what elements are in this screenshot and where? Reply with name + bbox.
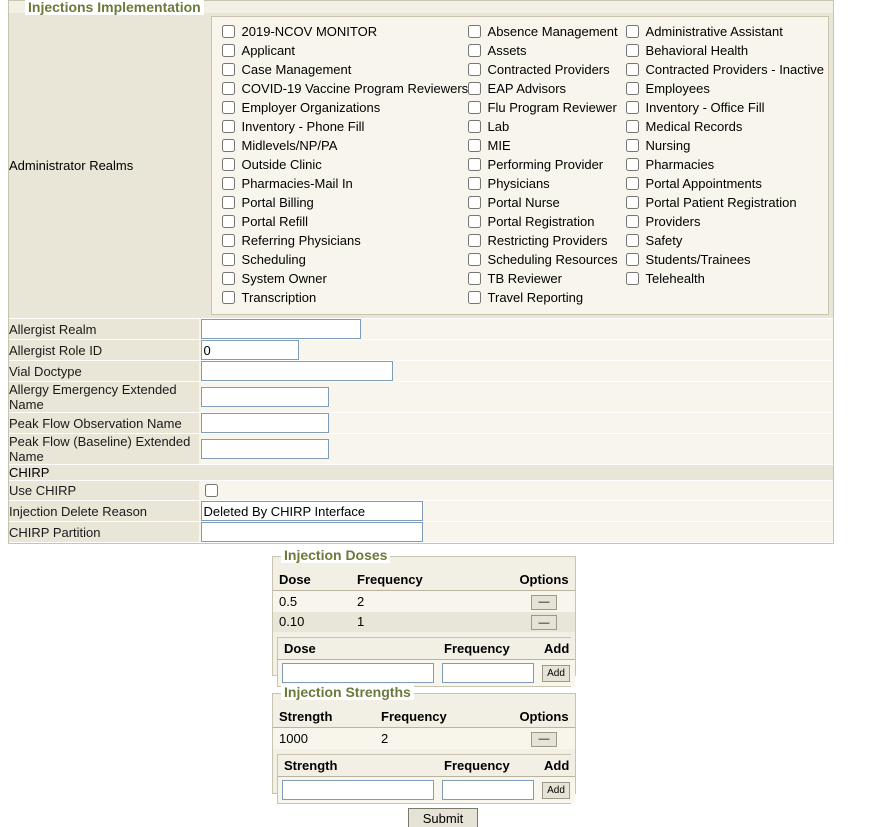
allergist-role-id-label: Allergist Role ID <box>9 340 199 361</box>
injection-delete-reason-label: Injection Delete Reason <box>9 501 199 522</box>
injection-strengths-add-table <box>278 755 575 803</box>
realm-label: Portal Refill <box>241 214 308 229</box>
use-chirp-cell <box>199 481 833 501</box>
peak-flow-baseline-extended-name-input[interactable] <box>201 439 329 459</box>
injection-strengths-add-box <box>277 754 571 804</box>
allergy-emergency-extended-name-input[interactable] <box>201 387 329 407</box>
injection-doses-add-header-dose: Dose <box>278 638 438 660</box>
table-row <box>273 612 575 633</box>
chirp-section-spacer <box>199 465 833 481</box>
realm-checkbox-input[interactable] <box>222 253 235 266</box>
realm-checkbox-mie[interactable] <box>462 137 620 154</box>
peak-flow-observation-name-input[interactable] <box>201 413 329 433</box>
page-title: Injections Implementation <box>25 0 204 15</box>
realm-label: Telehealth <box>645 271 705 286</box>
administrator-realms-grid <box>216 23 824 306</box>
realm-checkbox-input[interactable] <box>222 234 235 247</box>
realm-checkbox-employees[interactable] <box>620 80 824 97</box>
realm-checkbox-input[interactable] <box>626 177 639 190</box>
realm-checkbox-pharmacies[interactable] <box>620 156 824 173</box>
injection-dose-option-button[interactable]: — <box>531 595 557 610</box>
chirp-section-label: CHIRP <box>9 465 199 481</box>
realm-label: Contracted Providers - Inactive <box>645 62 824 77</box>
realm-checkbox-input[interactable] <box>468 139 481 152</box>
injection-strengths-header-frequency: Frequency <box>375 706 513 728</box>
allergist-realm-cell <box>199 319 833 340</box>
allergy-emergency-extended-name-row <box>9 382 833 413</box>
peak-flow-baseline-extended-name-label: Peak Flow (Baseline) Extended Name <box>9 434 199 465</box>
realm-checkbox-input[interactable] <box>468 291 481 304</box>
vial-doctype-cell <box>199 361 833 382</box>
realm-checkbox-input[interactable] <box>468 272 481 285</box>
realm-label: Employer Organizations <box>241 100 381 115</box>
realm-checkbox-input[interactable] <box>468 234 481 247</box>
injection-strengths-add-strength-cell <box>278 776 438 803</box>
table-row <box>273 728 575 749</box>
vial-doctype-row <box>9 361 833 382</box>
realm-checkbox-covid-19-vaccine-program-reviewers[interactable] <box>216 80 469 97</box>
realm-checkbox-medical-records[interactable] <box>620 118 824 135</box>
realm-checkbox-employer-organizations[interactable] <box>216 99 462 116</box>
realm-checkbox-input[interactable] <box>468 82 481 95</box>
injection-doses-header-dose: Dose <box>273 569 351 591</box>
table-row <box>273 591 575 612</box>
realm-checkbox-input[interactable] <box>468 120 481 133</box>
realm-checkbox-2019-ncov-monitor[interactable] <box>216 23 462 40</box>
realm-checkbox-restricting-providers[interactable] <box>462 232 620 249</box>
injection-strengths-title: Injection Strengths <box>281 684 414 700</box>
injection-doses-header-frequency: Frequency <box>351 569 513 591</box>
injection-doses-panel <box>272 547 576 679</box>
injection-strengths-table <box>273 706 575 749</box>
realm-checkbox-portal-billing[interactable] <box>216 194 462 211</box>
realm-checkbox-lab[interactable] <box>462 118 620 135</box>
realm-checkbox-assets[interactable] <box>462 42 620 59</box>
allergy-emergency-extended-name-cell <box>199 382 833 413</box>
realm-checkbox-applicant[interactable] <box>216 42 462 59</box>
injection-doses-add-frequency-input[interactable] <box>442 663 534 683</box>
realm-checkbox-input[interactable] <box>468 196 481 209</box>
chirp-partition-row <box>9 522 833 543</box>
realm-checkbox-input[interactable] <box>222 291 235 304</box>
realm-checkbox-input[interactable] <box>626 44 639 57</box>
realm-label: Assets <box>487 43 527 58</box>
injection-strengths-panel <box>272 684 576 796</box>
implementation-form <box>9 13 833 543</box>
use-chirp-label: Use CHIRP <box>9 481 199 501</box>
realm-checkbox-contracted-providers[interactable] <box>462 61 620 78</box>
realm-checkbox-scheduling[interactable] <box>216 251 462 268</box>
realm-checkbox-performing-provider[interactable] <box>462 156 620 173</box>
injection-doses-add-button[interactable]: Add <box>542 665 570 682</box>
injection-dose-options-cell <box>513 591 575 612</box>
realm-label: Case Management <box>241 62 352 77</box>
realm-checkbox-input[interactable] <box>222 215 235 228</box>
realm-checkbox-input[interactable] <box>468 177 481 190</box>
realm-checkbox-input[interactable] <box>468 101 481 114</box>
realm-label: Travel Reporting <box>487 290 584 305</box>
realm-label: Behavioral Health <box>645 43 749 58</box>
injection-strengths-add-strength-input[interactable] <box>282 780 434 800</box>
administrator-realms-box <box>211 16 829 315</box>
injection-delete-reason-cell <box>199 501 833 522</box>
injections-implementation-panel <box>8 0 834 544</box>
chirp-partition-input[interactable] <box>201 522 423 542</box>
realm-checkbox-input[interactable] <box>626 120 639 133</box>
injection-strength-option-button[interactable]: — <box>531 732 557 747</box>
realm-label: Physicians <box>487 176 550 191</box>
realm-checkbox-input[interactable] <box>222 120 235 133</box>
injection-doses-header-row <box>273 569 575 591</box>
realm-label: Students/Trainees <box>645 252 751 267</box>
realm-checkbox-transcription[interactable] <box>216 289 462 306</box>
realm-label: Administrative Assistant <box>645 24 783 39</box>
injection-doses-table <box>273 569 575 632</box>
injection-delete-reason-row <box>9 501 833 522</box>
injection-strengths-add-header-strength: Strength <box>278 755 438 777</box>
realm-checkbox-nursing[interactable] <box>620 137 824 154</box>
chirp-partition-label: CHIRP Partition <box>9 522 199 543</box>
realm-checkbox-physicians[interactable] <box>462 175 620 192</box>
injection-doses-add-dose-input[interactable] <box>282 663 434 683</box>
realm-label: Lab <box>487 119 510 134</box>
allergist-role-id-input[interactable] <box>201 340 299 360</box>
realm-checkbox-input[interactable] <box>222 196 235 209</box>
realm-label: Contracted Providers <box>487 62 610 77</box>
realm-label: Portal Appointments <box>645 176 762 191</box>
realm-label: Pharmacies <box>645 157 715 172</box>
submit-button[interactable]: Submit <box>408 808 478 827</box>
realm-checkbox-scheduling-resources[interactable] <box>462 251 620 268</box>
realm-checkbox-inventory-office-fill[interactable] <box>620 99 824 116</box>
submit-bar <box>0 808 886 827</box>
injection-doses-add-header-row <box>278 638 575 660</box>
realm-checkbox-students-trainees[interactable] <box>620 251 824 268</box>
realm-checkbox-input[interactable] <box>468 63 481 76</box>
realm-checkbox-input[interactable] <box>626 234 639 247</box>
injection-strengths-add-button-cell <box>538 776 575 803</box>
realm-checkbox-eap-advisors[interactable] <box>462 80 620 97</box>
realm-checkbox-input[interactable] <box>626 63 639 76</box>
realm-label: Safety <box>645 233 683 248</box>
injection-dose-frequency: 1 <box>351 612 513 633</box>
realm-label: TB Reviewer <box>487 271 562 286</box>
injection-strengths-add-header-add: Add <box>538 755 575 777</box>
peak-flow-observation-name-row <box>9 413 833 434</box>
injection-dose-options-cell <box>513 612 575 633</box>
injection-strength-options-cell <box>513 728 575 749</box>
realm-label: Referring Physicians <box>241 233 361 248</box>
realm-checkbox-input[interactable] <box>222 177 235 190</box>
allergist-realm-label: Allergist Realm <box>9 319 199 340</box>
realm-checkbox-system-owner[interactable] <box>216 270 462 287</box>
realm-label: Portal Billing <box>241 195 314 210</box>
realm-checkbox-input[interactable] <box>222 44 235 57</box>
realm-checkbox-input[interactable] <box>222 139 235 152</box>
realm-checkbox-input[interactable] <box>626 82 639 95</box>
realm-checkbox-input[interactable] <box>626 101 639 114</box>
realm-checkbox-input[interactable] <box>468 215 481 228</box>
administrator-realms-label: Administrator Realms <box>9 13 199 319</box>
injection-dose-option-button[interactable]: — <box>531 615 557 630</box>
realm-checkbox-safety[interactable] <box>620 232 824 249</box>
realm-label: Scheduling <box>241 252 306 267</box>
injection-strengths-add-header-row <box>278 755 575 777</box>
realm-checkbox-input[interactable] <box>468 25 481 38</box>
injection-dose-value: 0.5 <box>273 591 351 612</box>
realm-checkbox-input[interactable] <box>222 158 235 171</box>
realm-checkbox-case-management[interactable] <box>216 61 462 78</box>
injection-doses-add-box <box>277 637 571 687</box>
realm-checkbox-input[interactable] <box>468 44 481 57</box>
realm-grid-filler <box>620 289 824 306</box>
realm-checkbox-input[interactable] <box>626 158 639 171</box>
injection-doses-add-row <box>278 660 575 687</box>
realm-checkbox-portal-appointments[interactable] <box>620 175 824 192</box>
realm-checkbox-input[interactable] <box>626 253 639 266</box>
realm-label: Outside Clinic <box>241 157 322 172</box>
realm-checkbox-behavioral-health[interactable] <box>620 42 824 59</box>
injection-doses-add-table <box>278 638 575 686</box>
allergist-role-id-cell <box>199 340 833 361</box>
realm-checkbox-portal-nurse[interactable] <box>462 194 620 211</box>
use-chirp-row <box>9 481 833 501</box>
realm-label: Medical Records <box>645 119 743 134</box>
realm-checkbox-outside-clinic[interactable] <box>216 156 462 173</box>
realm-checkbox-absence-management[interactable] <box>462 23 620 40</box>
realm-label: Midlevels/NP/PA <box>241 138 338 153</box>
peak-flow-baseline-extended-name-row <box>9 434 833 465</box>
realm-checkbox-midlevels-np-pa[interactable] <box>216 137 462 154</box>
injection-doses-add-dose-cell <box>278 660 438 687</box>
realm-label: Transcription <box>241 290 317 305</box>
injection-strength-value: 1000 <box>273 728 375 749</box>
realm-label: Portal Patient Registration <box>645 195 797 210</box>
realm-label: COVID-19 Vaccine Program Reviewers <box>241 81 469 96</box>
realm-checkbox-providers[interactable] <box>620 213 824 230</box>
chirp-partition-cell <box>199 522 833 543</box>
realm-checkbox-input[interactable] <box>222 63 235 76</box>
realm-checkbox-input[interactable] <box>222 101 235 114</box>
injection-doses-title: Injection Doses <box>281 547 390 563</box>
realm-checkbox-portal-registration[interactable] <box>462 213 620 230</box>
injection-delete-reason-input[interactable] <box>201 501 423 521</box>
realm-checkbox-administrative-assistant[interactable] <box>620 23 824 40</box>
injection-doses-add-frequency-cell <box>438 660 538 687</box>
realm-checkbox-input[interactable] <box>222 82 235 95</box>
peak-flow-baseline-extended-name-cell <box>199 434 833 465</box>
realm-checkbox-input[interactable] <box>468 158 481 171</box>
realm-checkbox-telehealth[interactable] <box>620 270 824 287</box>
realm-checkbox-travel-reporting[interactable] <box>462 289 620 306</box>
peak-flow-observation-name-label: Peak Flow Observation Name <box>9 413 199 434</box>
realm-checkbox-input[interactable] <box>626 215 639 228</box>
realm-checkbox-inventory-phone-fill[interactable] <box>216 118 462 135</box>
peak-flow-observation-name-cell <box>199 413 833 434</box>
injection-strengths-header-row <box>273 706 575 728</box>
injection-strength-frequency: 2 <box>375 728 513 749</box>
injection-doses-header-options: Options <box>513 569 575 591</box>
realm-label: Flu Program Reviewer <box>487 100 617 115</box>
injection-dose-frequency: 2 <box>351 591 513 612</box>
administrator-realms-cell <box>199 13 833 319</box>
injection-strengths-add-button[interactable]: Add <box>542 782 570 799</box>
realm-checkbox-portal-patient-registration[interactable] <box>620 194 824 211</box>
realm-checkbox-contracted-providers-inactive[interactable] <box>620 61 824 78</box>
realm-label: Absence Management <box>487 24 618 39</box>
use-chirp-checkbox[interactable] <box>205 484 218 497</box>
injection-doses-add-header-frequency: Frequency <box>438 638 538 660</box>
chirp-section-row <box>9 465 833 481</box>
realm-checkbox-portal-refill[interactable] <box>216 213 462 230</box>
realm-label: System Owner <box>241 271 327 286</box>
allergist-role-id-row <box>9 340 833 361</box>
realm-label: Portal Registration <box>487 214 595 229</box>
injection-doses-add-button-cell <box>538 660 575 687</box>
allergy-emergency-extended-name-label: Allergy Emergency Extended Name <box>9 382 199 413</box>
realm-checkbox-input[interactable] <box>222 25 235 38</box>
realm-checkbox-input[interactable] <box>626 139 639 152</box>
realm-label: Employees <box>645 81 710 96</box>
realm-label: EAP Advisors <box>487 81 567 96</box>
realm-label: Portal Nurse <box>487 195 560 210</box>
realm-label: Providers <box>645 214 701 229</box>
administrator-realms-row <box>9 13 833 319</box>
realm-label: Inventory - Phone Fill <box>241 119 365 134</box>
injection-strengths-add-frequency-input[interactable] <box>442 780 534 800</box>
vial-doctype-label: Vial Doctype <box>9 361 199 382</box>
realm-checkbox-pharmacies-mail-in[interactable] <box>216 175 462 192</box>
realm-checkbox-input[interactable] <box>626 272 639 285</box>
vial-doctype-input[interactable] <box>201 361 393 381</box>
realm-checkbox-flu-program-reviewer[interactable] <box>462 99 620 116</box>
injection-strengths-add-row <box>278 776 575 803</box>
injection-strengths-add-frequency-cell <box>438 776 538 803</box>
realm-label: 2019-NCOV MONITOR <box>241 24 378 39</box>
realm-checkbox-input[interactable] <box>222 272 235 285</box>
realm-checkbox-input[interactable] <box>626 196 639 209</box>
injection-doses-add-header-add: Add <box>538 638 575 660</box>
realm-label: MIE <box>487 138 511 153</box>
injection-strengths-header-strength: Strength <box>273 706 375 728</box>
allergist-realm-row <box>9 319 833 340</box>
injection-strengths-header-options: Options <box>513 706 575 728</box>
realm-checkbox-referring-physicians[interactable] <box>216 232 462 249</box>
realm-label: Restricting Providers <box>487 233 608 248</box>
injection-dose-value: 0.10 <box>273 612 351 633</box>
allergist-realm-input[interactable] <box>201 319 361 339</box>
realm-label: Applicant <box>241 43 296 58</box>
injection-strengths-add-header-frequency: Frequency <box>438 755 538 777</box>
realm-label: Scheduling Resources <box>487 252 618 267</box>
realm-checkbox-tb-reviewer[interactable] <box>462 270 620 287</box>
realm-label: Pharmacies-Mail In <box>241 176 353 191</box>
realm-checkbox-input[interactable] <box>468 253 481 266</box>
realm-label: Inventory - Office Fill <box>645 100 765 115</box>
realm-checkbox-input[interactable] <box>626 25 639 38</box>
realm-label: Nursing <box>645 138 691 153</box>
realm-label: Performing Provider <box>487 157 604 172</box>
